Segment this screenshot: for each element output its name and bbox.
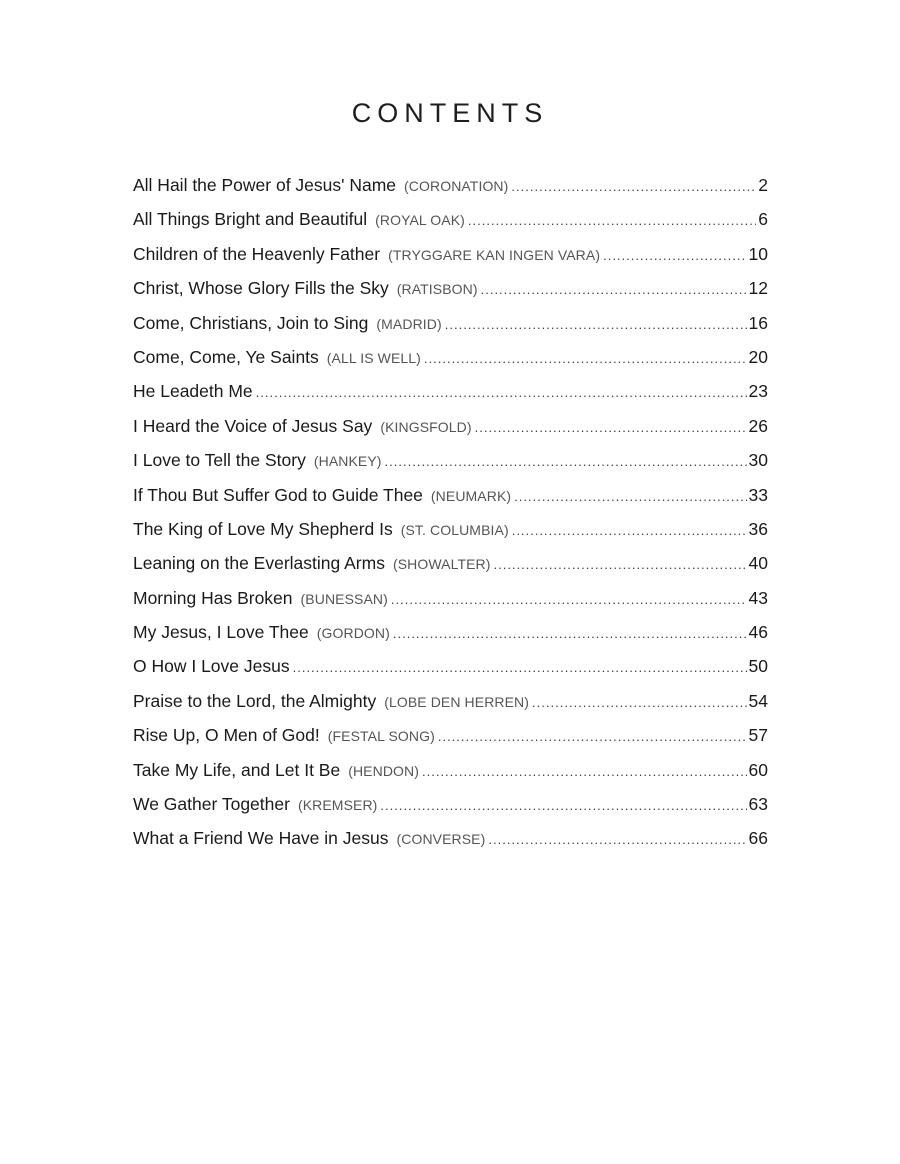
page-number: 63	[748, 794, 768, 815]
hymn-title: What a Friend We Have in Jesus	[133, 828, 389, 849]
toc-entry	[133, 583, 768, 617]
toc-entry	[133, 376, 768, 410]
toc-entry	[133, 823, 768, 857]
page-number: 10	[748, 243, 768, 264]
dot-leader	[603, 241, 746, 271]
hymn-title: Take My Life, and Let It Be	[133, 759, 341, 780]
toc-entry	[133, 651, 768, 685]
dot-leader	[481, 275, 747, 305]
toc-entry	[133, 273, 768, 307]
hymn-title: Christ, Whose Glory Fills the Sky	[133, 278, 389, 299]
page-number: 57	[748, 725, 768, 746]
hymn-title: We Gather Together	[133, 794, 290, 815]
tune-name: (MADRID)	[376, 315, 442, 332]
tune-name: (CORONATION)	[404, 178, 509, 194]
tune-name: (LOBE DEN HERREN)	[384, 693, 530, 710]
tune-name: (NEUMARK)	[430, 487, 512, 504]
toc-entry	[133, 480, 768, 514]
hymn-title: The King of Love My Shepherd Is	[133, 518, 393, 539]
page-number: 66	[748, 828, 768, 849]
tune-name: (ST. COLUMBIA)	[400, 521, 509, 538]
page-number: 40	[748, 553, 768, 574]
toc-entry	[133, 789, 768, 823]
dot-leader	[293, 653, 747, 683]
page-number: 20	[748, 346, 768, 367]
page-number: 60	[748, 759, 768, 780]
page-number: 2	[758, 175, 768, 195]
dot-leader	[438, 722, 747, 752]
hymn-title: Praise to the Lord, the Almighty	[133, 690, 377, 711]
hymn-title: I Heard the Voice of Jesus Say	[133, 415, 373, 436]
hymn-title: All Hail the Power of Jesus' Name	[133, 175, 397, 195]
toc-entry	[133, 686, 768, 720]
tune-name: (KINGSFOLD)	[380, 418, 472, 435]
page-number: 12	[748, 278, 768, 299]
tune-name: (BUNESSAN)	[300, 590, 388, 607]
toc-entry	[133, 342, 768, 376]
page-number: 23	[748, 381, 768, 402]
page-number: 30	[748, 450, 768, 471]
tune-name: (TRYGGARE KAN INGEN VARA)	[388, 246, 601, 263]
page-number: 54	[748, 690, 768, 711]
hymn-title: O How I Love Jesus	[133, 656, 290, 677]
dot-leader	[393, 619, 747, 649]
hymn-title: Children of the Heavenly Father	[133, 243, 381, 264]
dot-leader	[532, 688, 746, 718]
hymn-title: If Thou But Suffer God to Guide Thee	[133, 484, 423, 505]
hymn-title: Come, Christians, Join to Sing	[133, 312, 369, 333]
dot-leader	[424, 344, 747, 374]
toc-entry	[133, 239, 768, 273]
page-number: 16	[748, 312, 768, 333]
tune-name: (RATISBON)	[396, 281, 478, 298]
dot-leader	[380, 791, 746, 821]
toc-entry	[133, 548, 768, 582]
tune-name: (SHOWALTER)	[392, 556, 491, 573]
hymn-title: All Things Bright and Beautiful	[133, 209, 368, 230]
dot-leader	[256, 378, 747, 408]
hymn-title: He Leadeth Me	[133, 381, 253, 402]
toc-entry	[133, 204, 768, 238]
page-number: 46	[748, 622, 768, 643]
page-number: 43	[748, 587, 768, 608]
toc-entry	[133, 445, 768, 479]
hymn-title: Morning Has Broken	[133, 587, 293, 608]
table-of-contents	[133, 170, 768, 858]
page-number: 36	[748, 518, 768, 539]
hymn-title: Rise Up, O Men of God!	[133, 725, 320, 746]
hymn-title: Leaning on the Everlasting Arms	[133, 553, 385, 574]
toc-entry	[133, 617, 768, 651]
dot-leader	[422, 757, 747, 787]
tune-name: (ROYAL OAK)	[375, 212, 465, 229]
tune-name: (KREMSER)	[297, 797, 378, 814]
toc-entry	[133, 720, 768, 754]
toc-entry	[133, 411, 768, 445]
page-number: 6	[758, 209, 768, 230]
hymn-title: My Jesus, I Love Thee	[133, 622, 309, 643]
tune-name: (GORDON)	[316, 625, 390, 642]
dot-leader	[445, 310, 747, 340]
dot-leader	[511, 172, 756, 202]
toc-entry	[133, 308, 768, 342]
dot-leader	[475, 413, 747, 443]
page-number: 26	[748, 415, 768, 436]
hymn-title: Come, Come, Ye Saints	[133, 346, 319, 367]
dot-leader	[494, 550, 747, 580]
tune-name: (FESTAL SONG)	[327, 728, 435, 745]
dot-leader	[488, 825, 746, 855]
dot-leader	[385, 447, 747, 477]
dot-leader	[514, 482, 746, 512]
toc-entry	[133, 755, 768, 789]
page-number: 50	[748, 656, 768, 677]
toc-entry	[133, 514, 768, 548]
tune-name: (HENDON)	[348, 762, 419, 779]
page-number: 33	[748, 484, 768, 505]
dot-leader	[512, 516, 747, 546]
tune-name: (ALL IS WELL)	[326, 349, 421, 366]
hymn-title: I Love to Tell the Story	[133, 450, 306, 471]
dot-leader	[391, 585, 747, 615]
dot-leader	[468, 206, 756, 236]
tune-name: (HANKEY)	[313, 453, 382, 470]
page-title: CONTENTS	[351, 98, 549, 128]
tune-name: (CONVERSE)	[396, 831, 486, 848]
toc-entry	[133, 170, 768, 204]
